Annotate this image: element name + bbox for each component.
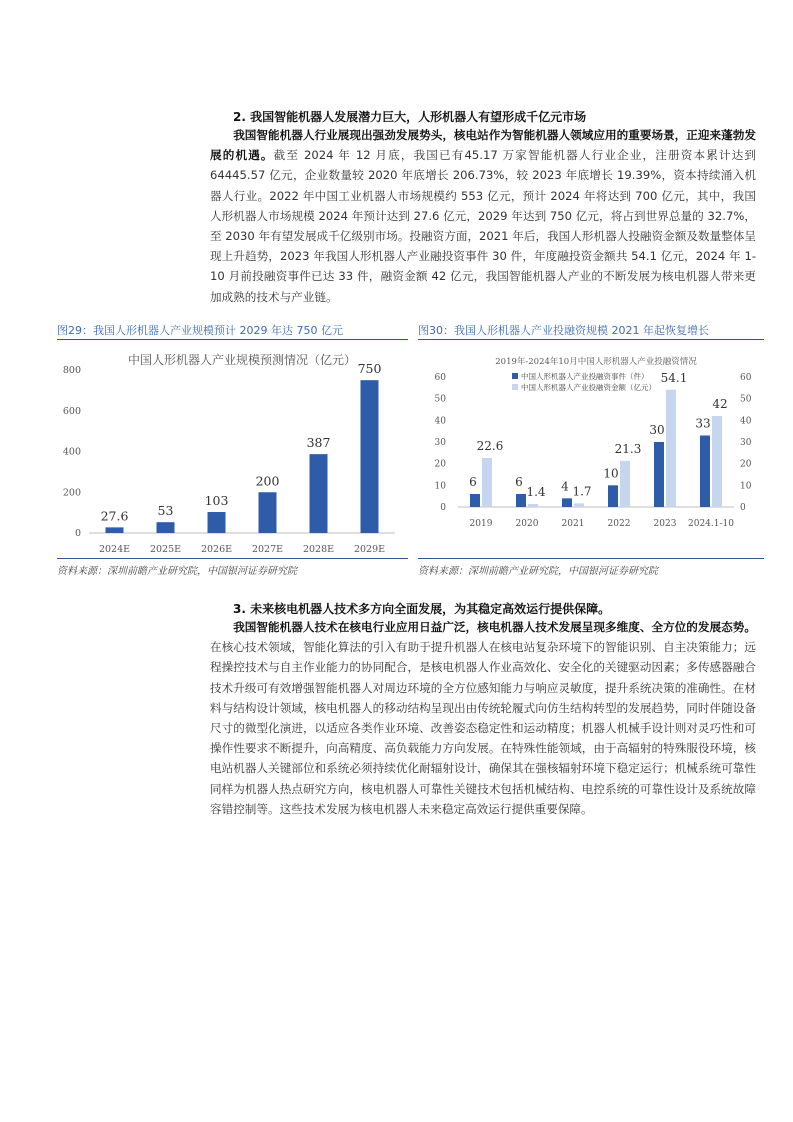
data-label: 42 [712, 397, 728, 411]
y-tick-label: 30 [434, 438, 446, 448]
data-label: 21.3 [614, 441, 642, 456]
section-2-lead: 我国智能机器人行业展现出强劲发展势头，核电站作为智能机器人领域应用的重要场景，正迎来蓬勃发展的机遇。 [210, 128, 756, 163]
x-tick-label: 2025E [149, 544, 182, 555]
y-tick-label: 800 [62, 365, 81, 376]
chart-title: 2019年-2024年10月中国人形机器人产业投融资情况 [495, 357, 697, 367]
bar [259, 492, 277, 533]
y2-tick-label: 60 [740, 373, 752, 383]
x-tick-label: 2024.1-10 [688, 519, 734, 529]
y-tick-label: 0 [74, 528, 81, 539]
y-tick-label: 20 [434, 459, 446, 470]
section-3-body: 在核心技术领域，智能化算法的引入有助于提升机器人在核电站复杂环境下的智能识别、自主决策能力；远程操控技术与自主作业能力的协同配合，是核电机器人作业高效化、安全化的关键驱动因素；多传感器融合技术升级可有效增强智能机器人对周边环境的全方位感知能力与响应灵敏度，提升系统决策的准确性。在材料与结构设计领域，核电机器人的移动结构呈现出由传统轮履式向仿生结构转型的发展趋势，同时伴随设备尺寸的微型化演进，以适应各类作业环境、改善姿态稳定性和运动精度；机器人机械手设计则对灵巧性和可操作性要求不断提升，向高精度、高负载能力方向发展。在特殊性能领域，由于高辐射的特殊服役环境，核电站机器人关键部位和系统必须持续优化耐辐射设计，确保其在强核辐射环境下稳定运行；机械系统可靠性同样为机器人热点研究方向，核电机器人可靠性关键技术包括机械结构、电控系统的可靠性设计及系统故障容错控制等。这些技术发展为核电机器人未来稳定高效运行提供重要保障。 [210, 640, 756, 816]
data-label: 53 [157, 503, 174, 519]
data-label: 750 [357, 361, 382, 377]
legend-swatch [512, 384, 518, 390]
y2-tick-label: 30 [740, 438, 752, 448]
y2-tick-label: 20 [740, 459, 752, 470]
fig30-source: 资料来源：深圳前瞻产业研究院，中国银河证券研究院 [418, 566, 658, 577]
x-tick-label: 2027E [251, 544, 284, 555]
y-tick-label: 40 [434, 416, 446, 427]
bar [666, 390, 676, 507]
fig29-caption-rule [57, 339, 408, 340]
x-tick-label: 2029E [353, 544, 386, 555]
section-2-paragraph [210, 125, 756, 307]
y-tick-label: 0 [440, 503, 446, 513]
fig29-source: 资料来源：深圳前瞻产业研究院，中国银河证券研究院 [57, 566, 297, 577]
fig29-source-rule [57, 558, 408, 559]
y2-tick-label: 40 [740, 416, 752, 427]
fig30-source-rule [418, 558, 764, 559]
data-label: 27.6 [100, 508, 129, 524]
x-tick-label: 2022 [607, 519, 631, 529]
fig30-caption-rule [418, 339, 764, 340]
chart-title: 中国人形机器人产业规模预测情况（亿元） [127, 353, 357, 367]
bar [654, 442, 664, 507]
data-label: 387 [306, 435, 331, 451]
legend-label: 中国人形机器人产业投融资事件（件） [521, 372, 649, 381]
data-label: 6 [515, 475, 523, 489]
y-tick-label: 200 [62, 487, 81, 499]
y2-tick-label: 10 [740, 481, 752, 492]
bar [310, 454, 328, 533]
x-tick-label: 2023 [653, 519, 677, 529]
section-3-paragraph [210, 617, 756, 819]
y-tick-label: 10 [434, 481, 446, 492]
data-label: 10 [603, 466, 619, 481]
data-label: 22.6 [476, 439, 504, 454]
data-label: 33 [695, 416, 711, 431]
y-tick-label: 50 [434, 394, 446, 405]
x-tick-label: 2021 [561, 519, 585, 529]
bar [528, 504, 538, 507]
y-tick-label: 60 [434, 373, 446, 383]
data-label: 4 [561, 479, 569, 494]
section-3-lead: 我国智能机器人技术在核电行业应用日益广泛，核电机器人技术发展呈现多维度、全方位的发展态势。 [233, 620, 756, 634]
x-tick-label: 2024E [98, 544, 131, 555]
bar [361, 380, 379, 533]
bar [470, 494, 480, 507]
fig30-chart [418, 344, 764, 559]
bar [620, 461, 630, 507]
bar [157, 522, 175, 533]
bar [482, 458, 492, 507]
y2-tick-label: 0 [740, 503, 746, 513]
section-2-body: 截至 2024 年 12 月底，我国已有45.17 万家智能机器人行业企业，注册资本累计达到 64445.57 亿元，企业数量较 2020 年底增长 206.73%，较 2023 年底增长 19.39%，资本持续涌入机器人行业。2022 年中国工业机器人市场规模约 553 亿元，预计 2024 年将达到 700 亿元，其中，我国人形机器人市场规模 2024 年预计达到 27.6 亿元，2029 年达到 750 亿元，将占到世界总量的 32.7%，至 2030 年有望发展成千亿级别市场。投融资方面，2021 年后，我国人形机器人投融资金额及数量整体呈现上升趋势，2023 年我国人形机器人产业融投资事件 30 件，年度融投资金额共 54.1 亿元，2024 年 1-10 月前投融资事件已达 33 件，融资金额 42 亿元，我国智能机器人产业的不断发展为核电机器人带来更加成熟的技术与产业链。 [210, 148, 756, 304]
bar [562, 498, 572, 507]
x-tick-label: 2026E [200, 544, 233, 555]
data-label: 1.4 [526, 484, 546, 499]
data-label: 103 [204, 493, 229, 509]
data-label: 30 [649, 423, 665, 437]
bar [712, 416, 722, 507]
data-label: 6 [469, 475, 477, 489]
y-tick-label: 600 [62, 405, 81, 417]
section-3-title: 3. 未来核电机器人技术多方向全面发展，为其稳定高效运行提供保障。 [233, 602, 611, 616]
x-tick-label: 2019 [469, 519, 493, 529]
data-label: 1.7 [572, 484, 592, 499]
bar [574, 503, 584, 507]
bar [608, 485, 618, 507]
fig29-chart [57, 344, 408, 559]
bar [208, 512, 226, 533]
x-tick-label: 2020 [515, 519, 539, 529]
data-label: 200 [255, 473, 280, 489]
fig29-caption: 图29：我国人形机器人产业规模预计 2029 年达 750 亿元 [57, 324, 343, 337]
legend-swatch [512, 373, 518, 379]
fig30-caption: 图30：我国人形机器人产业投融资规模 2021 年起恢复增长 [418, 324, 709, 337]
bar [700, 436, 710, 508]
y2-tick-label: 50 [740, 394, 752, 405]
bar [106, 527, 124, 533]
bar [516, 494, 526, 507]
y-tick-label: 400 [62, 446, 81, 458]
x-tick-label: 2028E [302, 544, 335, 555]
section-2-title: 2. 我国智能机器人发展潜力巨大，人形机器人有望形成千亿元市场 [233, 110, 587, 124]
legend-label: 中国人形机器人产业投融资金额（亿元） [521, 383, 656, 392]
data-label: 54.1 [660, 370, 688, 385]
